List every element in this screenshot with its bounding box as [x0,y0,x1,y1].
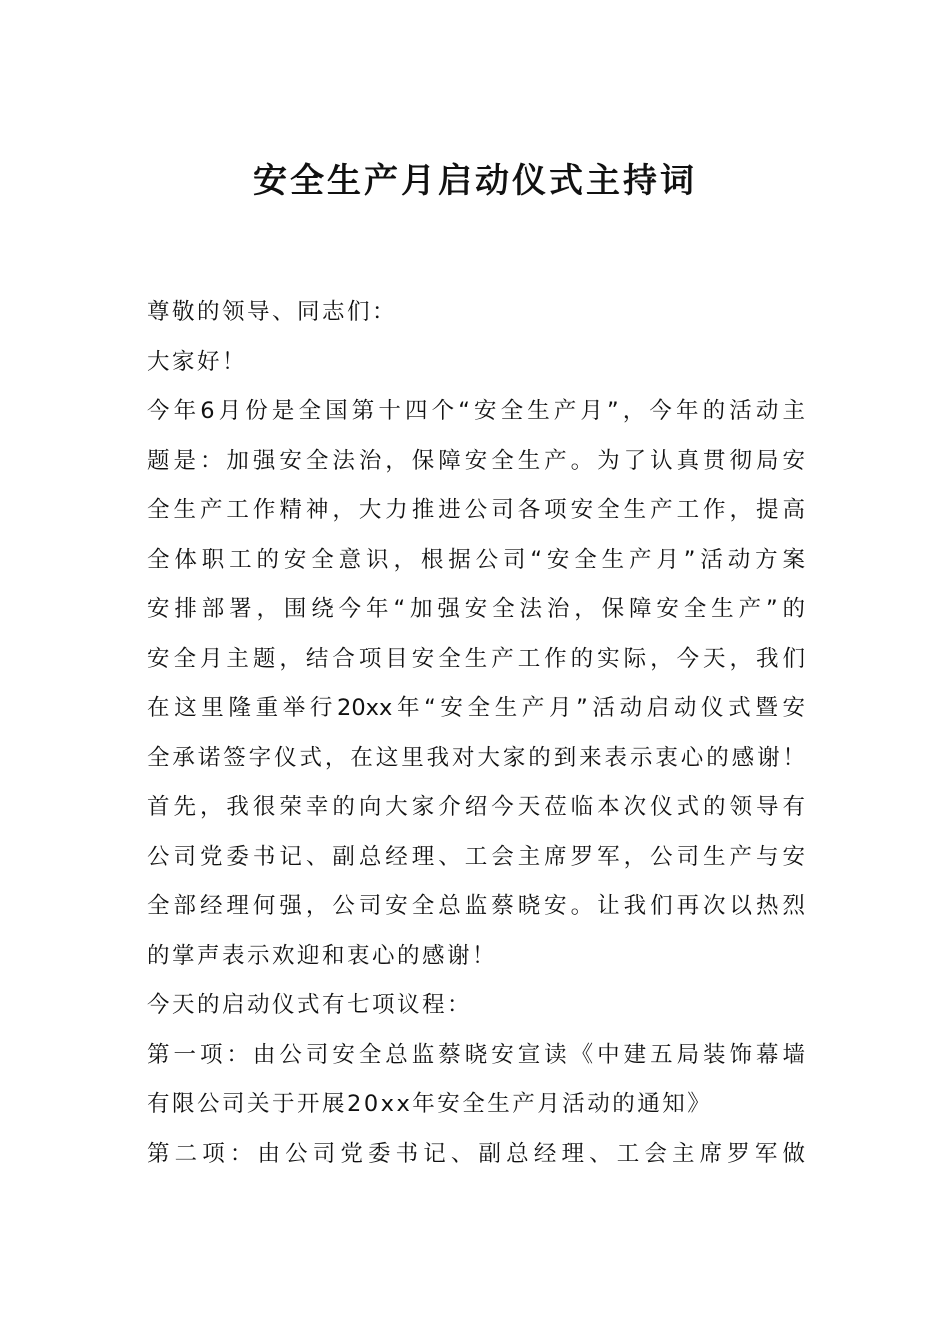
paragraph-line: 题是：加强安全法治，保障安全生产。为了认真贯彻局安 [147,447,805,474]
paragraph-line: 全体职工的安全意识，根据公司“安全生产月”活动方案 [147,546,805,573]
paragraph-line: 首先，我很荣幸的向大家介绍今天莅临本次仪式的领导有 [147,794,805,820]
paragraph-line: 安全月主题，结合项目安全生产工作的实际，今天，我们 [147,645,805,672]
agenda-item-line: 第二项：由公司党委书记、副总经理、工会主席罗军做 [147,1140,805,1167]
salutation-line: 尊敬的领导、同志们： [147,299,398,325]
paragraph-line: 全部经理何强，公司安全总监蔡晓安。让我们再次以热烈 [147,893,805,919]
agenda-item-line: 有限公司关于开展20xx年安全生产月活动的通知》 [147,1091,713,1117]
paragraph-line: 全生产工作精神，大力推进公司各项安全生产工作，提高 [147,497,805,523]
agenda-intro-line: 今天的启动仪式有七项议程： [147,992,473,1018]
paragraph-line: 安排部署，围绕今年“加强安全法治，保障安全生产”的 [147,596,805,622]
paragraph-line: 的掌声表示欢迎和衷心的感谢！ [147,942,498,969]
greeting-line: 大家好！ [147,348,248,375]
paragraph-line: 公司党委书记、副总经理、工会主席罗军，公司生产与安 [147,843,805,870]
paragraph-line: 全承诺签字仪式，在这里我对大家的到来表示衷心的感谢！ [147,744,805,771]
document-body [147,288,805,1179]
paragraph-line: 在这里隆重举行20xx年“安全生产月”活动启动仪式暨安 [147,695,805,721]
document-title: 安全生产月启动仪式主持词 [253,161,697,201]
paragraph-line: 今年6月份是全国第十四个“安全生产月”，今年的活动主 [147,398,805,424]
agenda-item-line: 第一项：由公司安全总监蔡晓安宣读《中建五局装饰幕墙 [147,1041,805,1068]
